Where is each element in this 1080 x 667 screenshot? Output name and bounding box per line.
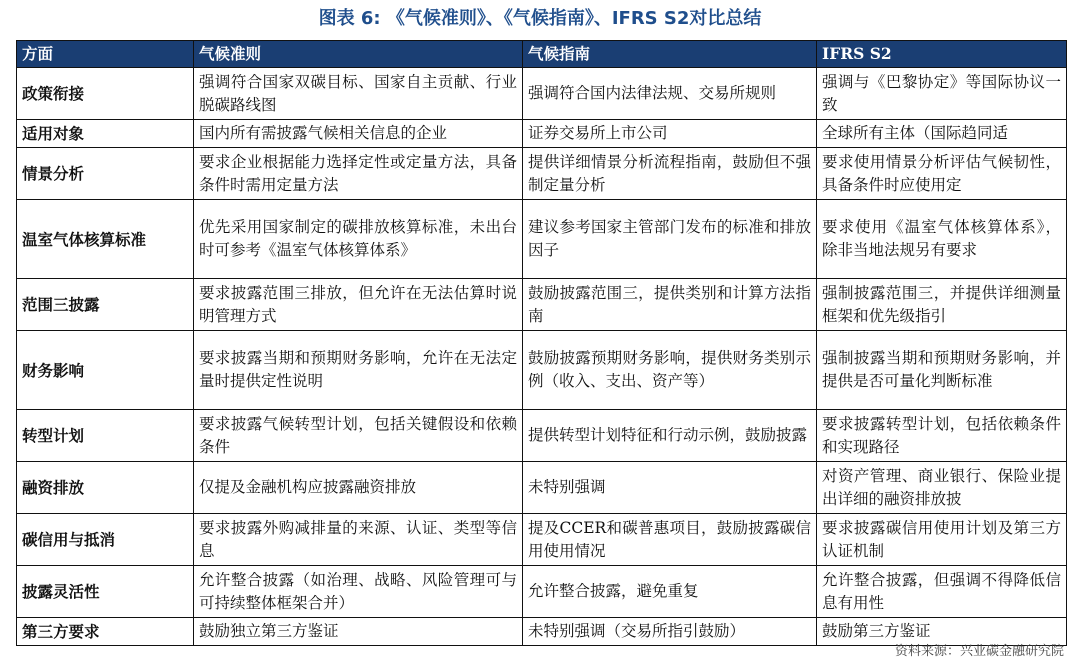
table-cell: 仅提及金融机构应披露融资排放 [194, 462, 523, 514]
table-row [17, 279, 1067, 331]
table-cell: 提及CCER和碳普惠项目，鼓励披露碳信用使用情况 [523, 514, 817, 566]
table-row [17, 148, 1067, 200]
table-row [17, 410, 1067, 462]
table-cell: 强制披露范围三，并提供详细测量框架和优先级指引 [817, 279, 1067, 331]
header-climate-standard: 气候准则 [194, 41, 523, 68]
table-cell: 强调与《巴黎协定》等国际协议一致 [817, 68, 1067, 120]
row-aspect: 第三方要求 [17, 618, 194, 646]
table-row [17, 331, 1067, 410]
row-aspect: 融资排放 [17, 462, 194, 514]
header-ifrs-s2: IFRS S2 [817, 41, 1067, 68]
row-aspect: 披露灵活性 [17, 566, 194, 618]
table-cell: 对资产管理、商业银行、保险业提出详细的融资排放披 [817, 462, 1067, 514]
table-cell: 要求企业根据能力选择定性或定量方法，具备条件时需用定量方法 [194, 148, 523, 200]
comparison-table [16, 40, 1067, 646]
row-aspect: 转型计划 [17, 410, 194, 462]
table-cell: 鼓励独立第三方鉴证 [194, 618, 523, 646]
row-aspect: 范围三披露 [17, 279, 194, 331]
table-row [17, 514, 1067, 566]
row-aspect: 政策衔接 [17, 68, 194, 120]
table-cell: 要求使用情景分析评估气候韧性，具备条件时应使用定 [817, 148, 1067, 200]
table-cell: 建议参考国家主管部门发布的标准和排放因子 [523, 200, 817, 279]
table-row [17, 566, 1067, 618]
table-cell: 强调符合国家双碳目标、国家自主贡献、行业脱碳路线图 [194, 68, 523, 120]
row-aspect: 碳信用与抵消 [17, 514, 194, 566]
table-cell: 要求披露范围三排放，但允许在无法估算时说明管理方式 [194, 279, 523, 331]
table-cell: 允许整合披露，但强调不得降低信息有用性 [817, 566, 1067, 618]
table-cell: 未特别强调（交易所指引鼓励） [523, 618, 817, 646]
table-cell: 要求披露碳信用使用计划及第三方认证机制 [817, 514, 1067, 566]
table-cell: 允许整合披露，避免重复 [523, 566, 817, 618]
table-row [17, 462, 1067, 514]
table-cell: 要求披露当期和预期财务影响，允许在无法定量时提供定性说明 [194, 331, 523, 410]
table-cell: 要求披露转型计划，包括依赖条件和实现路径 [817, 410, 1067, 462]
row-aspect: 温室气体核算标准 [17, 200, 194, 279]
header-aspect: 方面 [17, 41, 194, 68]
table-cell: 未特别强调 [523, 462, 817, 514]
table-cell: 允许整合披露（如治理、战略、风险管理可与可持续整体框架合并） [194, 566, 523, 618]
source-note: 资料来源：兴业碳金融研究院 [894, 644, 1064, 659]
table-cell: 要求披露气候转型计划，包括关键假设和依赖条件 [194, 410, 523, 462]
figure-title: 图表 6: 《气候准则》、《气候指南》、IFRS S2对比总结 [318, 8, 762, 29]
table-cell: 强调符合国内法律法规、交易所规则 [523, 68, 817, 120]
table-cell: 国内所有需披露气候相关信息的企业 [194, 120, 523, 148]
table-cell: 强制披露当期和预期财务影响，并提供是否可量化判断标准 [817, 331, 1067, 410]
table-cell: 全球所有主体（国际趋同适 [817, 120, 1067, 148]
table-cell: 鼓励披露预期财务影响，提供财务类别示例（收入、支出、资产等） [523, 331, 817, 410]
table-cell: 鼓励披露范围三，提供类别和计算方法指南 [523, 279, 817, 331]
table-cell: 提供转型计划特征和行动示例，鼓励披露 [523, 410, 817, 462]
table-cell: 提供详细情景分析流程指南，鼓励但不强制定量分析 [523, 148, 817, 200]
table-cell: 鼓励第三方鉴证 [817, 618, 1067, 646]
row-aspect: 情景分析 [17, 148, 194, 200]
header-climate-guideline: 气候指南 [523, 41, 817, 68]
row-aspect: 适用对象 [17, 120, 194, 148]
table-row [17, 200, 1067, 279]
table-cell: 要求使用《温室气体核算体系》，除非当地法规另有要求 [817, 200, 1067, 279]
table-cell: 优先采用国家制定的碳排放核算标准，未出台时可参考《温室气体核算体系》 [194, 200, 523, 279]
table-row [17, 120, 1067, 148]
table-row [17, 68, 1067, 120]
row-aspect: 财务影响 [17, 331, 194, 410]
table-cell: 证券交易所上市公司 [523, 120, 817, 148]
table-cell: 要求披露外购减排量的来源、认证、类型等信息 [194, 514, 523, 566]
table-header-row [17, 41, 1067, 68]
